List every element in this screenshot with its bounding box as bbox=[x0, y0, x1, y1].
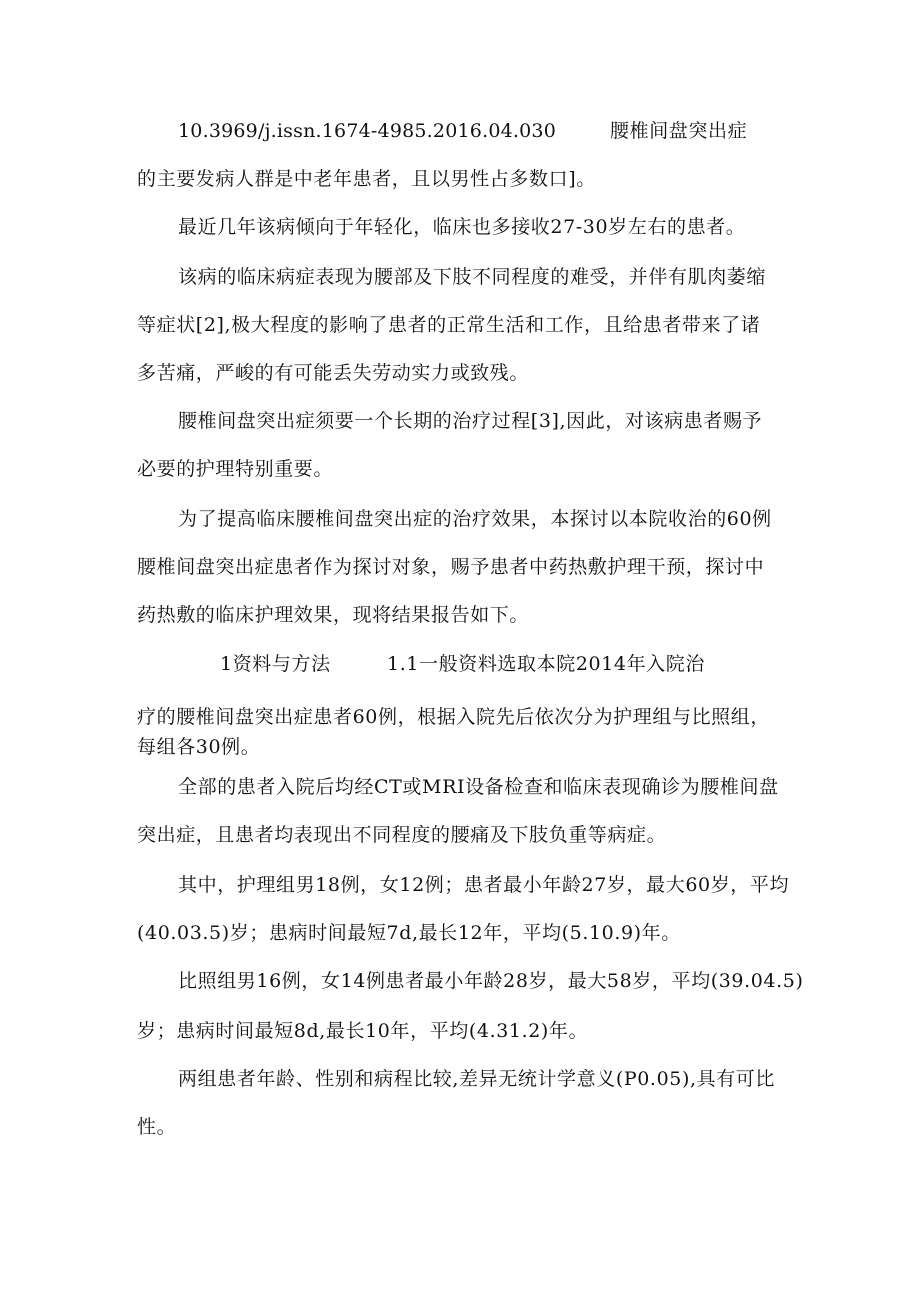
text-line: 全部的患者入院后均经CT或MRI设备检查和临床表现确诊为腰椎间盘 bbox=[178, 776, 779, 798]
text-line: 性。 bbox=[137, 1116, 177, 1138]
text-line: 突出症，且患者均表现出不同程度的腰痛及下肢负重等病症。 bbox=[137, 824, 667, 846]
doi-line: 10.3969/j.issn.1674-4985.2016.04.030 bbox=[178, 120, 556, 142]
text-line: 多苦痛，严峻的有可能丢失劳动实力或致残。 bbox=[137, 362, 530, 384]
text-line: 两组患者年龄、性别和病程比较,差异无统计学意义(P0.05),具有可比 bbox=[178, 1068, 775, 1090]
text-line: 腰椎间盘突出症须要一个长期的治疗过程[3],因此，对该病患者赐予 bbox=[178, 410, 763, 432]
text-line: 等症状[2],极大程度的影响了患者的正常生活和工作，且给患者带来了诸 bbox=[137, 314, 761, 336]
text-line: 比照组男16例，女14例患者最小年龄28岁，最大58岁，平均(39.04.5) bbox=[178, 970, 804, 992]
text-line: 该病的临床病症表现为腰部及下肢不同程度的难受，并伴有肌肉萎缩 bbox=[178, 266, 767, 288]
text-line: 岁；患病时间最短8d,最长10年，平均(4.31.2)年。 bbox=[137, 1020, 589, 1042]
text-line: 腰椎间盘突出症患者作为探讨对象，赐予患者中药热敷护理干预，探讨中 bbox=[137, 556, 765, 578]
text-line: 其中，护理组男18例，女12例；患者最小年龄27岁，最大60岁，平均 bbox=[178, 874, 790, 896]
text-line: 为了提高临床腰椎间盘突出症的治疗效果，本探讨以本院收治的60例 bbox=[178, 508, 772, 530]
text-line: 的主要发病人群是中老年患者，且以男性占多数口]。 bbox=[137, 168, 596, 190]
text-line: 最近几年该病倾向于年轻化，临床也多接收27-30岁左右的患者。 bbox=[178, 216, 746, 238]
text-line: 疗的腰椎间盘突出症患者60例，根据入院先后依次分为护理组与比照组， bbox=[137, 706, 770, 728]
subsection-heading: 1.1一般资料选取本院2014年入院治 bbox=[387, 653, 705, 675]
text-line: (40.03.5)岁；患病时间最短7d,最长12年，平均(5.10.9)年。 bbox=[137, 922, 681, 944]
text-line: 必要的护理特别重要。 bbox=[137, 458, 334, 480]
text-line: 腰椎间盘突出症 bbox=[610, 120, 748, 142]
text-line: 药热敷的临床护理效果，现将结果报告如下。 bbox=[137, 604, 530, 626]
section-heading: 1资料与方法 bbox=[220, 653, 331, 675]
text-line: 每组各30例。 bbox=[137, 736, 261, 758]
